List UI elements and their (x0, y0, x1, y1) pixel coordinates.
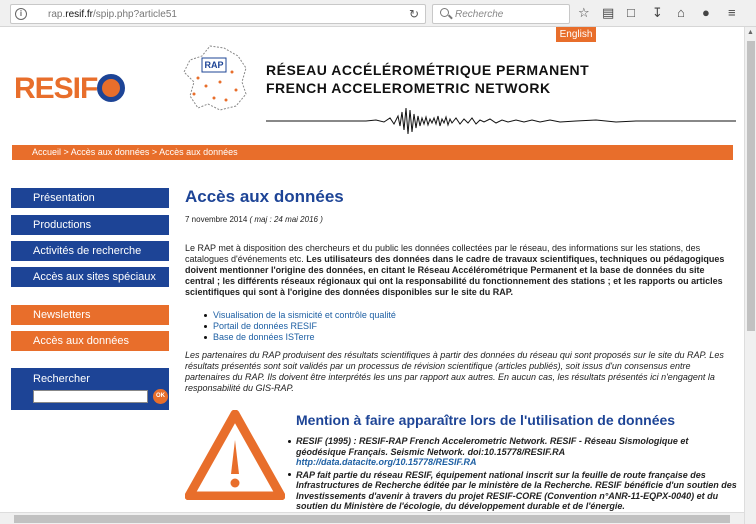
english-language-button[interactable]: English (556, 27, 596, 42)
site-search-ok-button[interactable]: OK (153, 389, 168, 404)
search-placeholder: Recherche (455, 9, 504, 20)
intro-paragraph (185, 243, 734, 298)
search-icon (440, 8, 449, 17)
link-resif-portal[interactable]: Portail de données RESIF (203, 321, 396, 332)
sidebar-item-productions[interactable]: Productions (11, 215, 169, 235)
horizontal-scrollbar[interactable] (0, 512, 744, 524)
network-title-fr: RÉSEAU ACCÉLÉROMÉTRIQUE PERMANENT (266, 62, 590, 78)
citation-rap-funding: RAP fait partie du réseau RESIF, équipement national inscrit sur la feuille de route française des Infrastructures de Recherche éditée par le ministère de la Recherche. RESIF bénéficie d'un soutien des Investissements d'avenir à travers du projet RESIF-CORE (Convention n°ANR-11-EQPX-0040) et du soutien du Ministère de l'écologie, du développement durable et de l'énergie. (296, 469, 737, 511)
site-search-box (11, 368, 169, 410)
bookmark-star-icon[interactable]: ☆ (578, 5, 590, 20)
address-bar[interactable] (10, 4, 426, 24)
sidebar-item-newsletters[interactable]: Newsletters (11, 305, 169, 325)
site-search-input[interactable] (33, 390, 148, 403)
home-icon[interactable]: ⌂ (677, 5, 685, 20)
intro-plain-text: Le RAP met à disposition des chercheurs et du public les données collectées par le réseau, des informations sur les stations, des catalogues d'événements etc. (185, 243, 701, 264)
citation-list (296, 436, 738, 514)
url-prefix: rap. (48, 9, 66, 20)
browser-toolbar (0, 0, 756, 27)
logo-circle-icon (97, 74, 125, 102)
mention-heading: Mention à faire apparaître lors de l'utilisation de données (296, 412, 676, 428)
sidebar-item-research[interactable]: Activités de recherche (11, 241, 169, 261)
link-isterre-database[interactable]: Base de données ISTerre (203, 332, 396, 343)
page-title: Accès aux données (185, 187, 344, 206)
intro-bold-text: Les utilisateurs des données dans le cadre de travaux scientifiques, techniques ou pédagogiques doivent mentionner l'origine des données, en citant le Réseau Accélérométrique Permanent et la base de données du site central ; les différents réseaux régionaux qui ont la responsabilité du fonctionnement des stations ; et les rapports ou articles scientifiques qui sont à l'origine des données disponibles sur le site du RAP. (185, 254, 725, 297)
logo-text: RESIF (14, 72, 98, 105)
browser-search-input[interactable] (432, 4, 570, 24)
resif-logo[interactable] (14, 72, 125, 106)
citation-resif-1995 (296, 436, 738, 468)
info-icon[interactable]: i (15, 8, 27, 20)
warning-triangle-icon (185, 410, 285, 500)
breadcrumb[interactable]: Accueil > Accès aux données > Accès aux données (12, 145, 733, 160)
network-title-en: FRENCH ACCELEROMETRIC NETWORK (266, 80, 551, 96)
article-date (185, 215, 323, 224)
vertical-scroll-thumb[interactable] (747, 41, 755, 331)
modified-date: ( maj : 24 mai 2016 ) (249, 215, 323, 224)
site-search-label: Rechercher (33, 373, 90, 385)
sidebar-item-presentation[interactable]: Présentation (11, 188, 169, 208)
download-icon[interactable]: ↧ (652, 5, 663, 20)
extension-icon[interactable]: ● (702, 5, 710, 20)
reload-icon[interactable]: ↻ (409, 7, 420, 21)
france-map-rap-icon (180, 42, 254, 114)
partners-paragraph: Les partenaires du RAP produisent des résultats scientifiques à partir des données du réseau qui sont proposés sur le site du RAP. Les résultats présentés sont soit validés par un processus de révision scientifique (articles publiés), soit issus d'un consensus entre partenaires du RAP. Ils doivent être interprétés les uns par rapport aux autres. En aucun cas, les résultats présentés ici n'engagent la responsabilité du GIS-RAP. (185, 350, 724, 393)
sidebar-item-data-access[interactable]: Accès aux données (11, 331, 169, 351)
pocket-icon[interactable]: □ (627, 5, 635, 20)
url-path: /spip.php?article51 (93, 9, 177, 20)
url-domain: resif.fr (65, 9, 94, 20)
reading-list-icon[interactable]: ▤ (602, 5, 615, 20)
vertical-scrollbar[interactable] (744, 27, 756, 524)
seismogram-decoration (266, 104, 736, 138)
link-seismicity-quality[interactable]: Visualisation de la sismicité et contrôle qualité (203, 310, 396, 321)
horizontal-scroll-thumb[interactable] (14, 515, 730, 523)
menu-icon[interactable]: ≡ (728, 5, 736, 20)
publish-date: 7 novembre 2014 (185, 215, 248, 224)
data-links-list (203, 310, 396, 343)
svg-text:RAP: RAP (204, 60, 224, 70)
datacite-doi-link[interactable]: http://data.datacite.org/10.15778/RESIF.RA (296, 457, 477, 467)
scroll-up-icon[interactable]: ▲ (747, 29, 754, 36)
citation-resif-text: RESIF (1995) : RESIF-RAP French Accelerometric Network. RESIF - Réseau Sismologique et géodésique Français. Seismic Network. doi:10.15778/RESIF.RA (296, 436, 689, 457)
url-text[interactable] (48, 9, 177, 20)
sidebar-item-special-sites[interactable]: Accès aux sites spéciaux (11, 267, 169, 287)
